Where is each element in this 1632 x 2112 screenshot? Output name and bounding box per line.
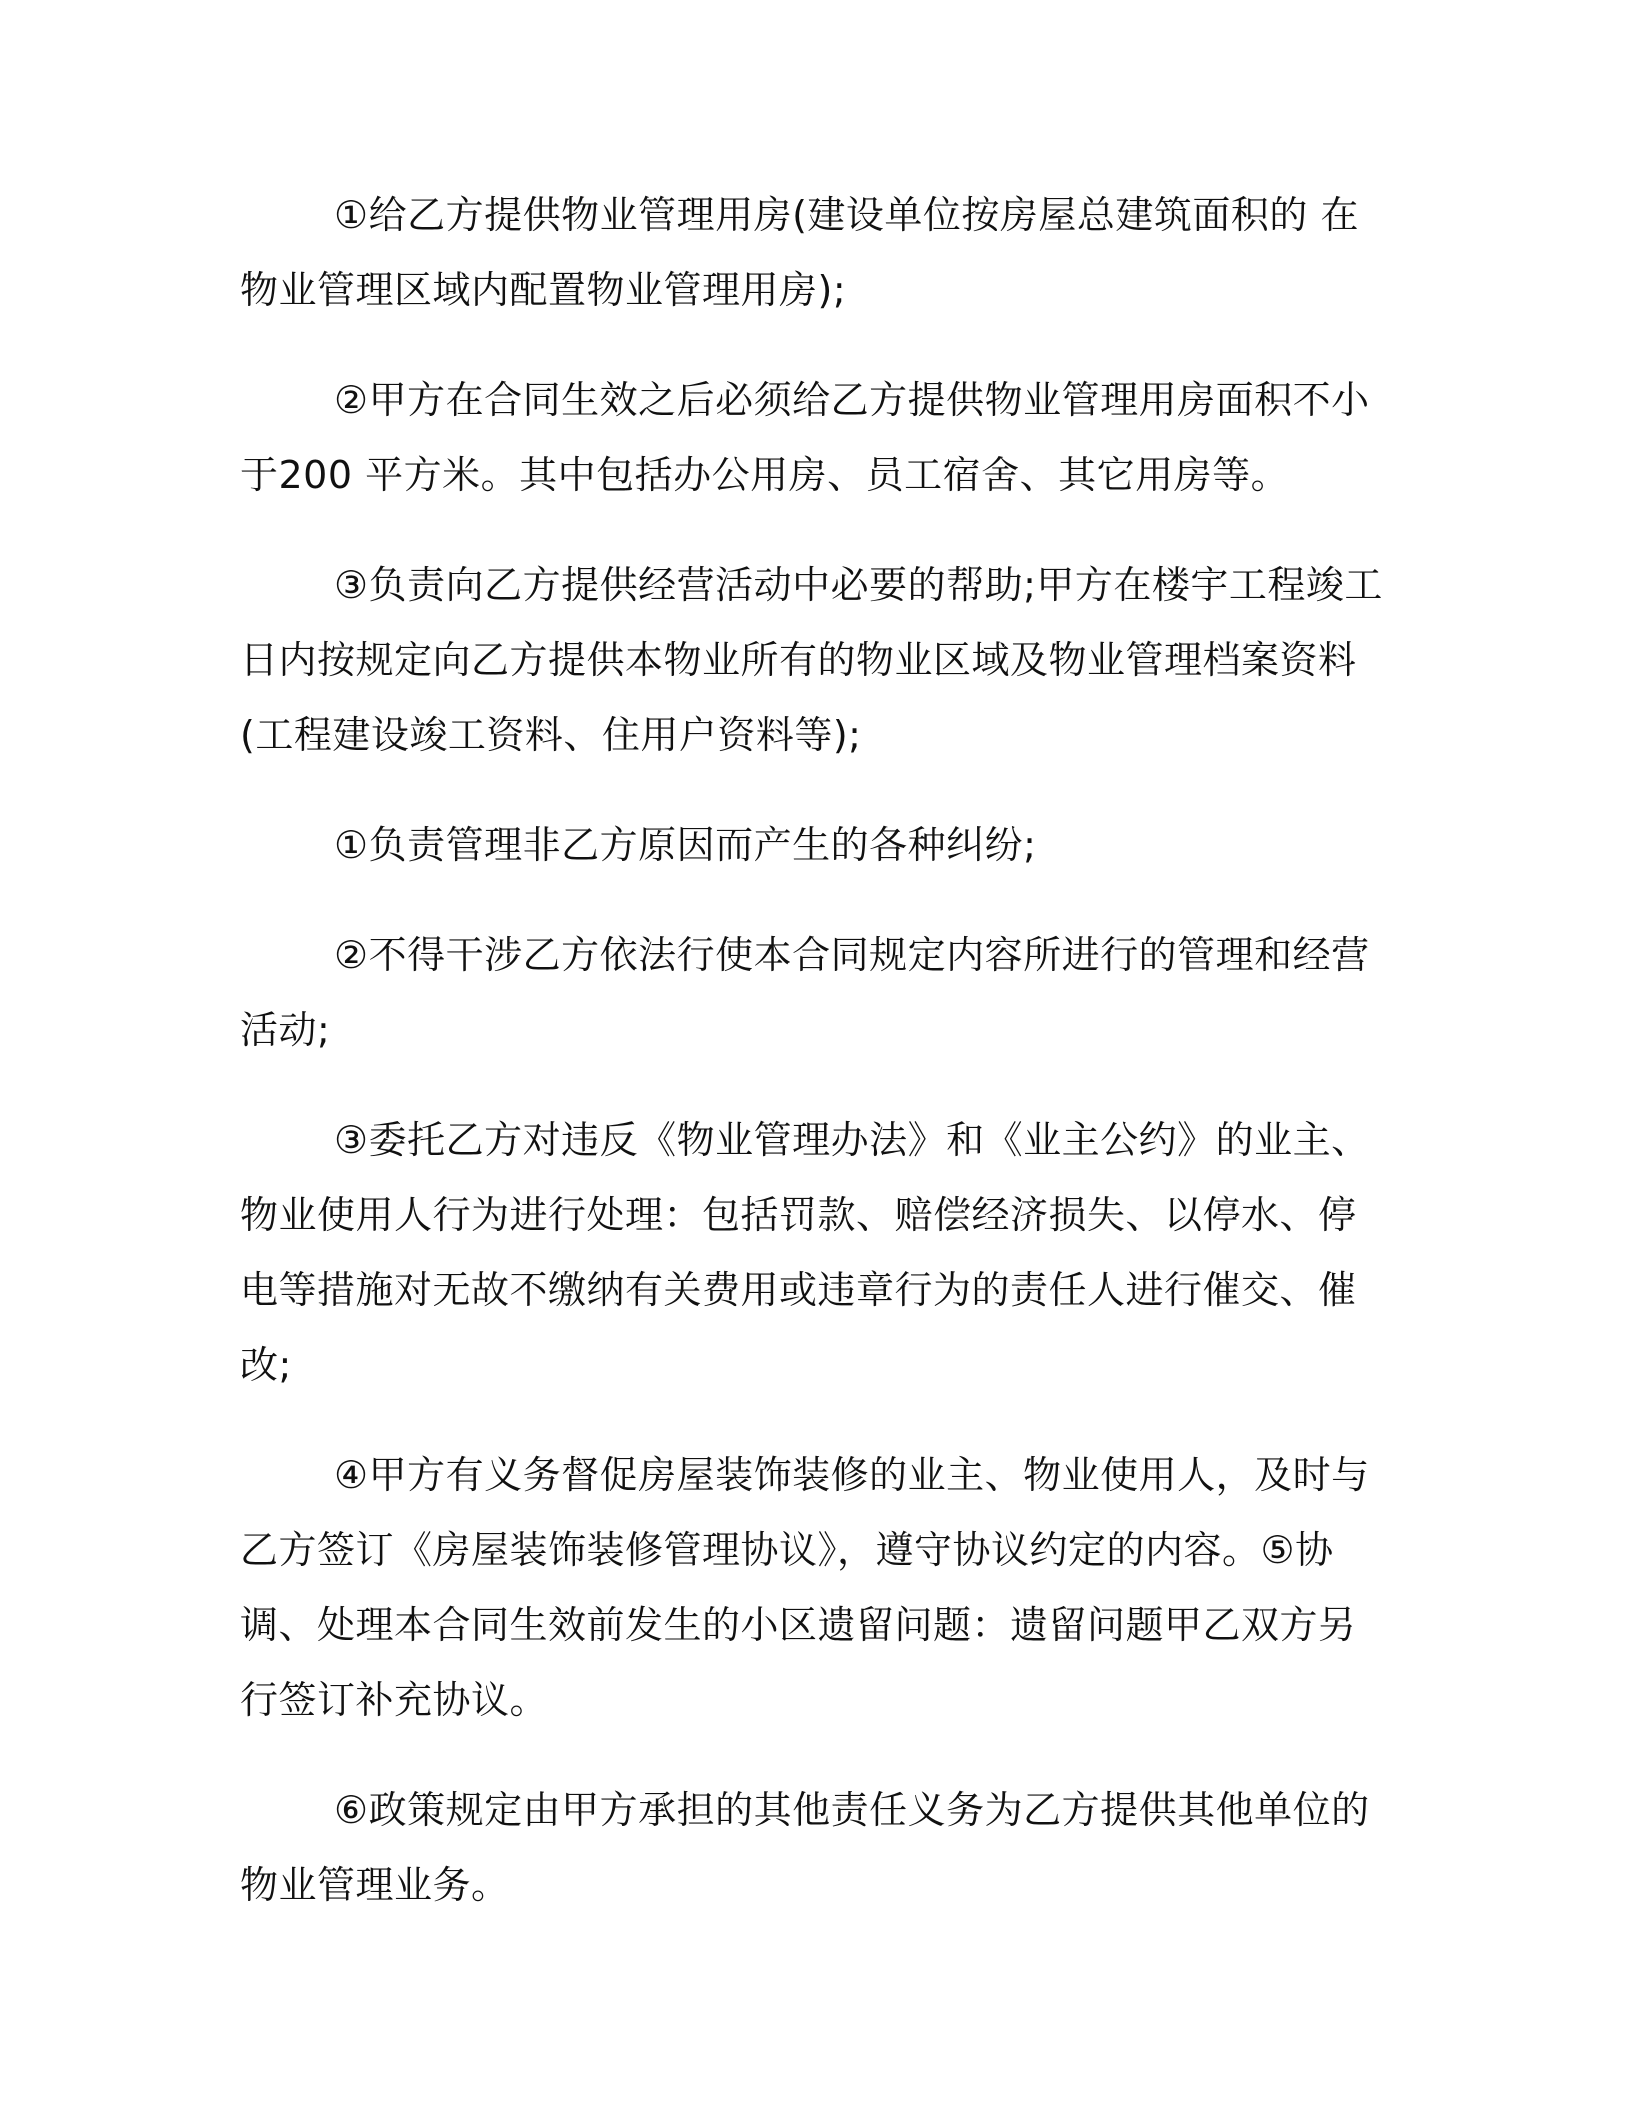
paragraph-7: ④甲方有义务督促房屋装饰装修的业主、物业使用人，及时与乙方签订《房屋装饰装修管理协议》，遵守协议约定的内容。⑤协调、处理本合同生效前发生的小区遗留问题：遗留问题甲乙双方另行签订补充协议。 [240,1453,1370,1722]
paragraph-2: ②甲方在合同生效之后必须给乙方提供物业管理用房面积不小于200 平方米。其中包括办公用房、员工宿舍、其它用房等。 [240,378,1370,497]
paragraph-5: ②不得干涉乙方依法行使本合同规定内容所进行的管理和经营活动; [240,933,1370,1052]
paragraph-3: ③负责向乙方提供经营活动中必要的帮助;甲方在楼宇工程竣工日内按规定向乙方提供本物业所有的物业区域及物业管理档案资料(工程建设竣工资料、住用户资料等); [240,563,1383,757]
paragraph-4: ①负责管理非乙方原因而产生的各种纠纷; [334,823,1037,867]
paragraph-6: ③委托乙方对违反《物业管理办法》和《业主公约》的业主、物业使用人行为进行处理：包括罚款、赔偿经济损失、以停水、停电等措施对无故不缴纳有关费用或违章行为的责任人进行催交、催改; [240,1118,1370,1387]
paragraph-8: ⑥政策规定由甲方承担的其他责任义务为乙方提供其他单位的物业管理业务。 [240,1788,1370,1907]
document-body [240,178,1390,1958]
paragraph-1: ①给乙方提供物业管理用房(建设单位按房屋总建筑面积的 在物业管理区域内配置物业管理用房); [240,193,1359,312]
